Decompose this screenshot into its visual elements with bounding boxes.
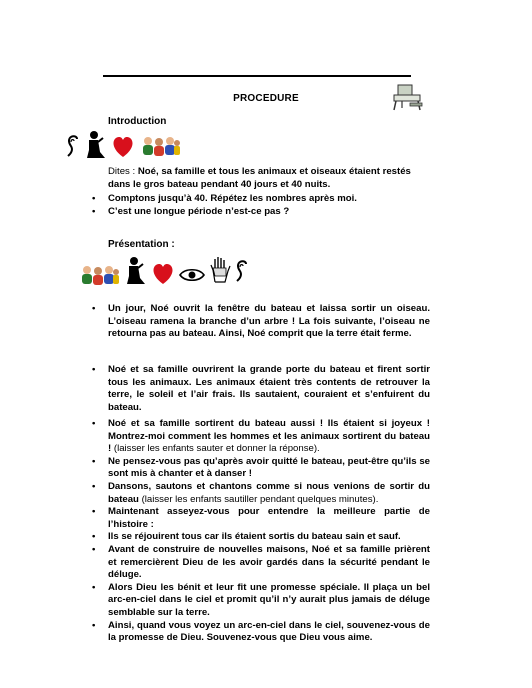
item-bold-text: Ne pensez-vous pas qu’après avoir quitté le bateau, peut-être qu’ils se sont mis à chanter et à danser ! xyxy=(108,455,430,480)
presentation-heading: Présentation : xyxy=(108,239,175,250)
praying-person-icon xyxy=(83,130,107,160)
item-bold-text: Noé et sa famille sortirent du bateau aussi ! Ils étaient si joyeux ! Montrez-moi comment les hommes et les animaux sortirent du bateau ! xyxy=(108,418,430,455)
intro-icon-row xyxy=(63,130,193,160)
list-item: • C’est une longue période n’est-ce pas ? xyxy=(0,206,430,219)
top-rule xyxy=(103,75,411,77)
heart-icon xyxy=(151,263,175,285)
page-title: PROCEDURE xyxy=(233,93,299,104)
item-bold-text: Alors Dieu les bénit et leur fit une promesse spéciale. Il plaça un bel arc-en-ciel dans le ciel et promit qu’il n’y aurait plus jamais de déluge semblable sur la terre. xyxy=(108,581,430,618)
ear-icon xyxy=(66,134,80,158)
item-note-text: (laisser les enfants sauter et donner la réponse). xyxy=(113,443,320,455)
children-group-icon xyxy=(80,265,120,287)
dites-label: Dites : xyxy=(108,166,138,177)
dites-text: Noé, sa famille et tous les animaux et oiseaux étaient restés dans le gros bateau pendant 40 jours et 40 nuits. xyxy=(108,166,411,190)
list-item: • Comptons jusqu’à 40. Répétez les nombres après moi. xyxy=(0,193,430,206)
intro-dites-paragraph xyxy=(108,166,430,191)
intro-bullet-list xyxy=(0,193,430,218)
list-item xyxy=(0,418,430,456)
presentation-group-1 xyxy=(0,303,430,341)
hand-icon xyxy=(209,256,231,284)
heart-icon xyxy=(111,136,135,158)
list-item xyxy=(0,620,430,645)
children-group-icon xyxy=(141,136,181,158)
list-item xyxy=(0,544,430,582)
item-bold-text: Ils se réjouirent tous car ils étaient sortis du bateau sain et sauf. xyxy=(108,531,401,543)
intro-heading: Introduction xyxy=(108,116,167,127)
item-note-text: (laisser les enfants sautiller pendant quelques minutes). xyxy=(141,493,379,505)
item-bold-text: Avant de construire de nouvelles maisons, Noé et sa famille prièrent et remercièrent Dieu de les avoir gardés dans la sécurité pendant le déluge. xyxy=(108,543,430,581)
chair-icon xyxy=(390,83,426,111)
list-item: • Un jour, Noé ouvrit la fenêtre du bateau et laissa sortir un oiseau. L’oiseau ramena la branche d’un arbre ! La fois suivante, l’oiseau ne retourna pas au bateau. Ainsi, Noé comprit que la terre était ferme. xyxy=(0,303,430,341)
list-item xyxy=(0,481,430,506)
presentation-icon-row xyxy=(63,256,273,286)
list-item xyxy=(0,582,430,620)
presentation-group-2 xyxy=(0,364,430,414)
list-item xyxy=(0,531,430,544)
presentation-group-3 xyxy=(0,418,430,645)
list-item xyxy=(0,456,430,481)
list-item xyxy=(0,506,430,531)
item-bold-text: Maintenant asseyez-vous pour entendre la meilleure partie de l’histoire : xyxy=(108,506,430,530)
ear-icon xyxy=(235,259,249,283)
item-bold-text: Dansons, sautons et chantons comme si nous venions de sortir du bateau xyxy=(108,480,430,505)
list-item: • Noé et sa famille ouvrirent la grande porte du bateau et firent sortir tous les animaux. Les animaux étaient très contents de retrouver la terre, le soleil et l’air frais. Ils sautaient, couraient et s’enfuirent du bateau. xyxy=(0,364,430,414)
praying-person-icon xyxy=(123,256,147,286)
eye-icon xyxy=(179,268,205,282)
item-bold-text: Ainsi, quand vous voyez un arc-en-ciel dans le ciel, souvenez-vous de la promesse de Dieu. Souvenez-vous que Dieu vous aime. xyxy=(108,619,430,644)
